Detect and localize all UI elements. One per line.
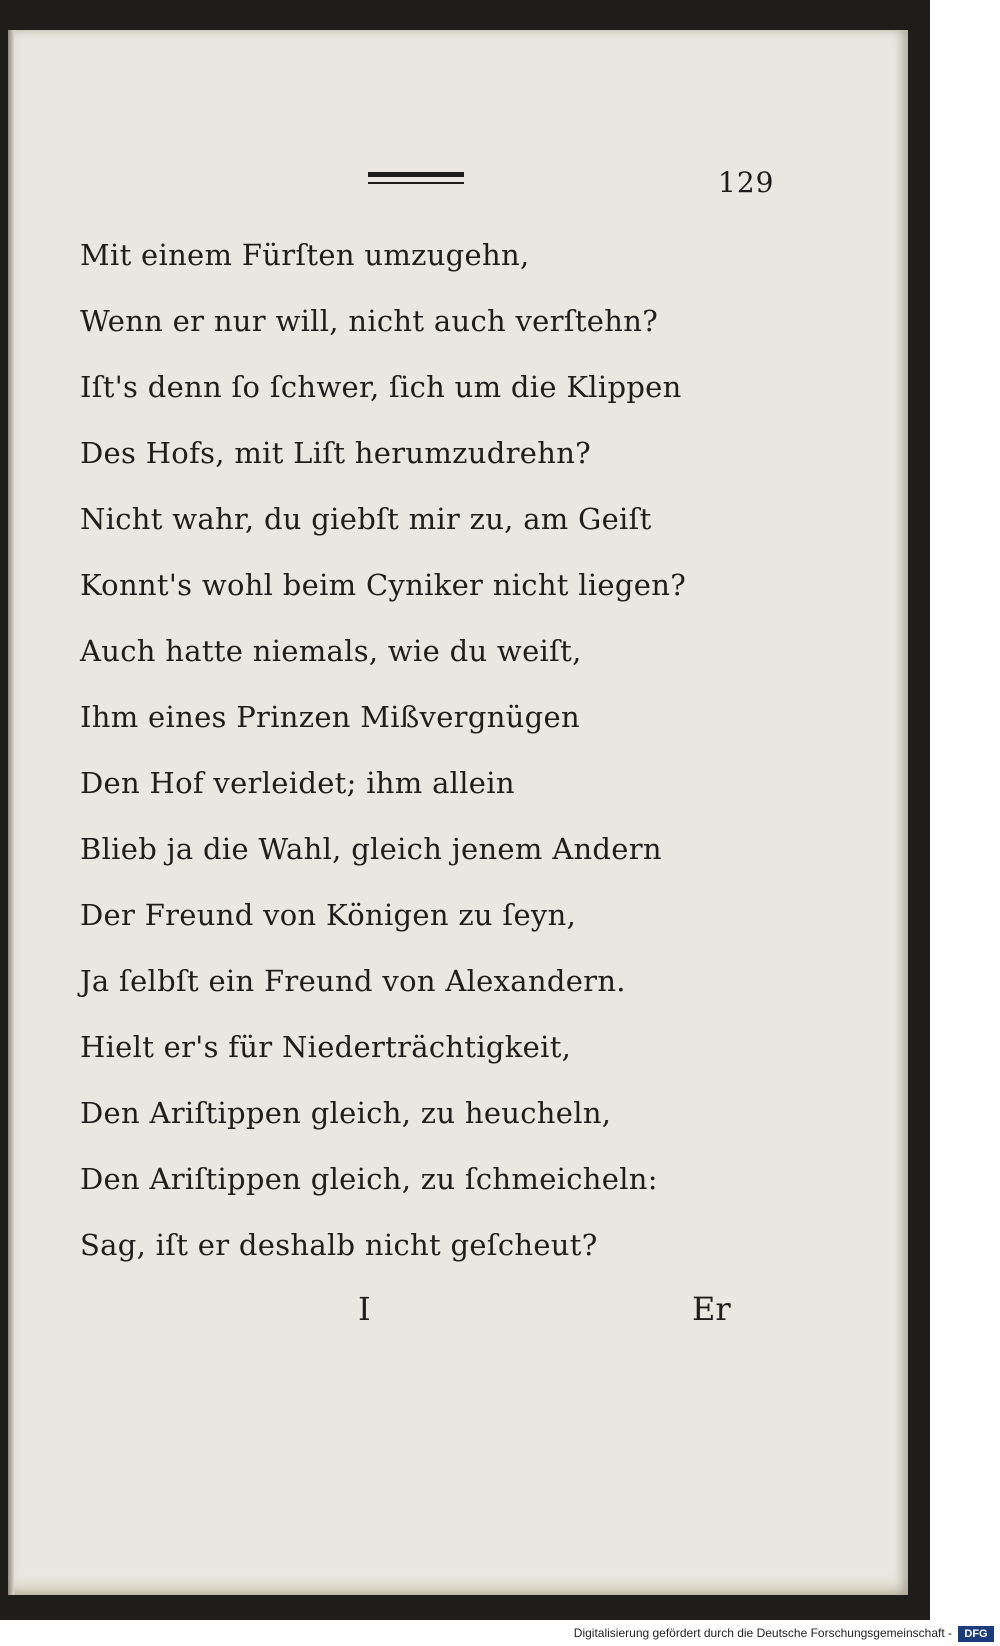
- verse-line: Wenn er nur will, nicht auch verſtehn?: [80, 304, 659, 338]
- header-rule-thick: [368, 172, 464, 177]
- verse-line: Ja ſelbſt ein Freund von Alexandern.: [80, 964, 626, 998]
- verse-line: Konnt's wohl beim Cyniker nicht liegen?: [80, 568, 687, 602]
- verse-line: Ihm eines Prinzen Mißvergnügen: [80, 700, 580, 734]
- verse-line: Den Ariſtippen gleich, zu ſchmeicheln:: [80, 1162, 658, 1196]
- verse-line: Hielt er's für Niederträchtigkeit,: [80, 1030, 572, 1064]
- verse-text: [80, 222, 700, 1278]
- verse-line: Auch hatte niemals, wie du weiſt,: [80, 634, 582, 668]
- page-number: 129: [718, 166, 775, 199]
- verse-line: Blieb ja die Wahl, gleich jenem Andern: [80, 832, 662, 866]
- verse-line: Sag, iſt er deshalb nicht geſcheut?: [80, 1228, 598, 1262]
- verse-line: Den Ariſtippen gleich, zu heucheln,: [80, 1096, 612, 1130]
- verse-line: Iſt's denn ſo ſchwer, ſich um die Klippen: [80, 370, 682, 404]
- verse-line: Mit einem Fürſten umzugehn,: [80, 238, 530, 272]
- funding-credit: Digitalisierung gefördert durch die Deutsche Forschungsgemeinschaft -: [573, 1626, 952, 1640]
- verse-line: Der Freund von Königen zu ſeyn,: [80, 898, 577, 932]
- verse-line: Nicht wahr, du giebſt mir zu, am Geiſt: [80, 502, 652, 536]
- dfg-logo: DFG: [958, 1626, 994, 1642]
- verse-line: Des Hofs, mit Liſt herumzudrehn?: [80, 436, 592, 470]
- header-rule-thin: [368, 182, 464, 184]
- signature-mark: I: [358, 1290, 371, 1328]
- header-rule: [368, 172, 464, 188]
- catchword: Er: [692, 1290, 731, 1328]
- page-gutter: [8, 30, 14, 1595]
- catchword-row: [80, 1290, 740, 1340]
- verse-line: Den Hof verleidet; ihm allein: [80, 766, 515, 800]
